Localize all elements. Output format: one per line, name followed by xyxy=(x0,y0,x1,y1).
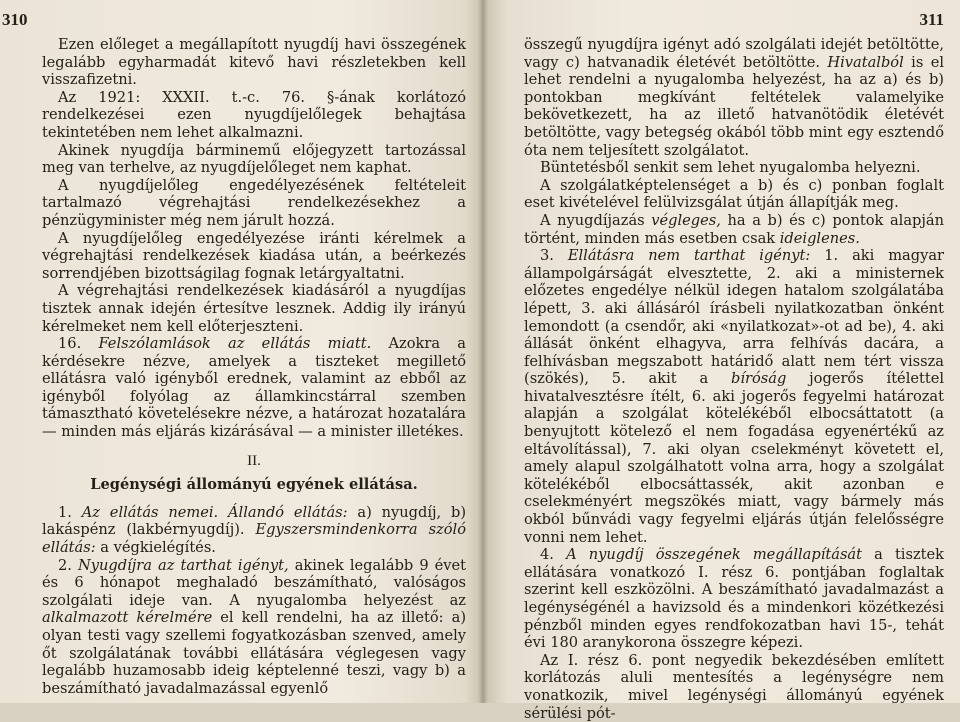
paragraph-number: 4. xyxy=(540,546,554,564)
paragraph-title: Az ellátás nemei. Állandó ellátás: xyxy=(81,503,348,521)
paragraph-continued xyxy=(524,36,944,159)
paragraph-1 xyxy=(42,504,466,557)
paragraph-body: ha a b) és c) pontok alapján történt, minden más esetben csak xyxy=(524,211,944,247)
paragraph: A nyugdíjelőleg engedélyezése iránti kérelmek a végrehajtási rendelkezések kiadása után, a beérkezés sorrendjében bizottságilag fognak letárgyaltatni. xyxy=(42,229,466,282)
paragraph-body: a végkielégítés. xyxy=(100,539,216,557)
book-gutter xyxy=(478,0,488,703)
paragraph-title: Nyugdíjra az tarthat igényt, xyxy=(78,556,289,574)
page-number-left: 310 xyxy=(2,10,28,29)
paragraph-number: 1. xyxy=(58,503,72,521)
paragraph: Ezen előleget a megállapított nyugdíj havi összegének legalább egyharmadát kitevő havi részletekben kell visszafizetni. xyxy=(42,36,466,89)
section-numeral: II. xyxy=(247,452,261,469)
paragraph-number: 16. xyxy=(58,335,82,353)
right-page-text xyxy=(524,36,944,722)
paragraph-title: Egyszersmindenkorra szóló ellátás: xyxy=(42,521,466,557)
paragraph-title: ideiglenes. xyxy=(779,229,860,247)
section-heading: Legénységi állományú egyének ellátása. xyxy=(90,476,418,494)
paragraph-body: b) lakáspénz (lakbérnyugdíj). xyxy=(42,503,467,539)
paragraph: Büntetésből senkit sem lehet nyugalomba helyezni. xyxy=(540,159,921,177)
paragraph: A végrehajtási rendelkezések kiadásáról a nyugdíjas tisztek annak idején értesítve lesznek. Addig ily irányú kérelmeket nem kell előterjeszteni. xyxy=(42,282,466,335)
paragraph: Az 1921: XXXII. t.-c. 76. §-ának korlátozó rendelkezései ezen nyugdíjelőlegek behajtása tekintetében nem lehet alkalmazni. xyxy=(42,88,466,141)
paragraph-16 xyxy=(42,335,466,441)
paragraph-body: is el lehet rendelni a nyugalomba helyezést, ha az a) és b) pontokban megkívánt feltételek valamelyike bekövetkezett, ha az illető hatvanötödik életévét betöltötte, vagy betegség okából több mint egy esztendő óta nem teljesített szolgálatot. xyxy=(524,53,945,159)
paragraph-body: Azokra a kérdésekre nézve, amelyek a tiszteket megillető ellátásra való igényből erednek, valamint az ebből az igényből folyólag az államkincstárral szemben támasztható követelésekre nézve, a határozat hozatalára — minden más eljárás kizárásával — a minister illetékes. xyxy=(42,335,467,441)
paragraph-number: 2. xyxy=(58,556,72,574)
paragraph-body: a tisztek ellátására vonatkozó I. rész 6. pontjában foglaltak szerint kell eszközölni. A beszámítható javadalmazást a legénységénél a havizsold és a mindenkori közétkezési pénzből minden egyes rendfokozatban havi 15-, tehát évi 180 aranykorona összegre képezi. xyxy=(524,546,944,652)
paragraph-body: akinek legalább 9 évet és 6 hónapot meghaladó beszámítható, valóságos szolgálati ideje van. A nyugalomba helyezést az xyxy=(42,556,467,609)
paragraph-title: Felszólamlások az ellátás miatt. xyxy=(98,335,372,353)
page-number-right: 311 xyxy=(919,10,944,29)
right-page xyxy=(484,0,960,722)
paragraph: A szolgálatképtelenséget a b) és c) ponban foglalt eset kivételével felülvizsgálat útján állapítják meg. xyxy=(524,176,944,212)
paragraph-title: Hivatalból xyxy=(827,53,904,71)
paragraph-body: összegű nyugdíjra igényt adó szolgálati idejét betöltötte, vagy c) hatvanadik életévét betöltötte. xyxy=(524,36,944,71)
paragraph-title: bíróság xyxy=(731,370,787,388)
paragraph-body: el kell rendelni, ha az illető: a) olyan testi vagy szellemi fogyatkozásban szenved, amely őt szolgálatának további ellátására véglegesen vagy legalább huzamosabb ideig képtelenné teszi, vagy b) a beszámítható javadalmazással egyenlő xyxy=(42,609,467,697)
paragraph-body: 1. aki magyar állampolgárságát elvesztette, 2. aki a ministernek előzetes engedélye nélkül idegen hatalom szolgálatába lépett, 3. aki állásáról írásbeli nyilatkozatban önként lemondott (a csendőr, aki «nyilatkozat»-ot ad be), 4. aki állását önként elhagyva, arra felhívás dacára, a felhívásban megszabott határidő alatt nem tért vissza (szökés), 5. akit a xyxy=(524,247,945,388)
paragraph-number: 3. xyxy=(540,247,554,265)
left-page-text xyxy=(42,36,466,697)
paragraph-title: alkalmazott kérelmére xyxy=(42,609,213,627)
paragraph xyxy=(524,212,944,247)
paragraph: Az I. rész 6. pont negyedik bekezdésében említett korlátozás aluli mentesítés a legénységre nem vonatkozik, mivel legénységi állományú egyének sérülési pót- xyxy=(524,651,944,722)
paragraph-title: Ellátásra nem tarthat igényt: xyxy=(567,247,811,265)
paragraph-body: jogerős ítélettel hivatalvesztésre ítélt, 6. aki jogerős fegyelmi határozat alapján a szolgálat kötelékéből elbocsáttatott (a benyujtott kötelező el nem fogadása egyenértékű az eltávolítással), 7. aki olyan cselekményt követett el, amely alapul szolgálhatott volna arra, hogy a szolgálat kötelékéből elbocsáttassék, akit azonban e cselekményért megszökés miatt, vagy bármely más okból bűnvádi vagy fegyelmi eljárás útján felelősségre vonni nem lehet. xyxy=(524,370,945,546)
paragraph-title: A nyugdíj összegének megállapítását xyxy=(566,546,862,564)
paragraph-title: végleges, xyxy=(651,211,721,229)
paragraph-body: a) nyugdíj, xyxy=(357,503,442,521)
paragraph-body: A nyugdíjazás xyxy=(540,211,645,229)
paragraph-3 xyxy=(524,247,944,546)
paragraph: A nyugdíjelőleg engedélyezésének feltételeit tartalmazó végrehajtási rendelkezésekhez a pénzügyminister még nem járult hozzá. xyxy=(42,176,466,229)
paragraph-2 xyxy=(42,557,466,698)
left-page xyxy=(0,0,484,703)
paragraph-4 xyxy=(524,546,944,652)
paragraph: Akinek nyugdíja bárminemű előjegyzett tartozással meg van terhelve, az nyugdíjelőleget nem kaphat. xyxy=(42,141,466,177)
